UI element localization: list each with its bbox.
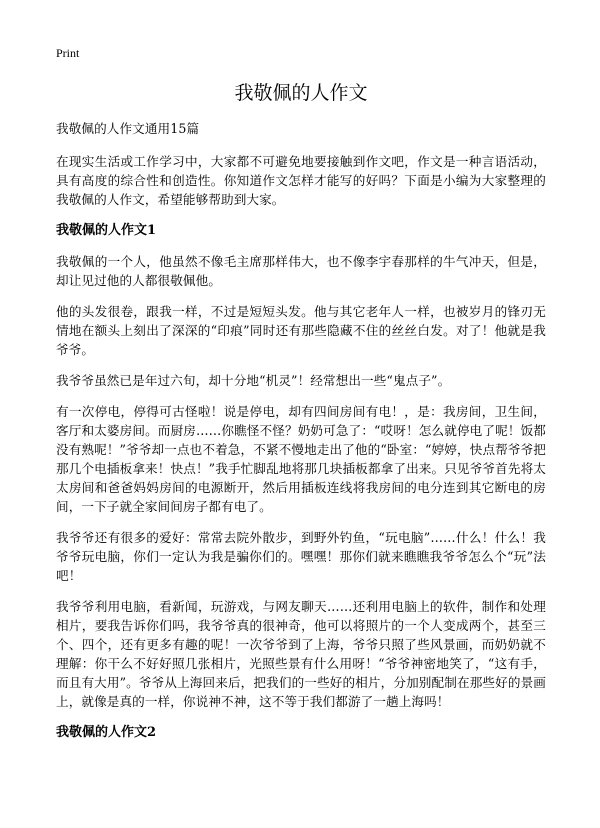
article-subtitle: 我敬佩的人作文通用15篇 (56, 121, 200, 136)
section-1-paragraph-1: 我敬佩的一个人，他虽然不像毛主席那样伟大，也不像李宇春那样的牛气冲天，但是，却让见过他的人都很敬佩他。 (56, 254, 546, 288)
section-1-paragraph-5: 我爷爷还有很多的爱好：常常去院外散步，到野外钓鱼，“玩电脑”……什么！什么！我爷爷玩电脑，你们一定认为我是骗你们的。嘿嘿！那你们就来瞧瞧我爷爷怎么个“玩”法吧！ (56, 530, 546, 583)
section-1-paragraph-6: 我爷爷利用电脑，看新闻，玩游戏，与网友聊天……还利用电脑上的软件，制作和处理相片，要我告诉你们吗，我爷爷真的很神奇，他可以将照片的一个人变成两个，甚至三个、四个，还有更多有趣的呢！一次爷爷到了上海，爷爷只照了些风景画，而奶奶就不理解：你干么不好好照几张相片，光照些景有什么用呀！“爷爷神密地笑了，“这有手，而且有大用”。爷爷从上海回来后，把我们的一些好的相片，分加别配制在那些好的景画上，就像是真的一样，你说神不神，这不等于我们都游了一趟上海吗！ (56, 599, 546, 709)
intro-paragraph: 在现实生活或工作学习中，大家都不可避免地要接触到作文吧，作文是一种言语活动，具有高度的综合性和创造性。你知道作文怎样才能写的好吗？下面是小编为大家整理的我敬佩的人作文，希望能够帮助到大家。 (56, 154, 546, 207)
article-body (56, 119, 546, 754)
section-heading-2: 我敬佩的人作文2 (56, 725, 157, 740)
print-link[interactable]: Print (56, 46, 80, 60)
page-title: 我敬佩的人作文 (234, 82, 368, 104)
section-1-paragraph-4: 有一次停电，停得可古怪啦！说是停电，却有四间房间有电！，是：我房间，卫生间，客厅和太婆房间。而厨房……你瞧怪不怪？奶奶可急了：“哎呀！怎么就停电了呢！饭都没有熟呢！”爷爷却一点也不着急，不紧不慢地走出了他的“卧室：“婷婷，快点帮爷爷把那几个电插板拿来！快点！”我手忙脚乱地将那几块插板都拿了出来。只见爷爷首先将太太房间和爸爸妈妈房间的电源断开，然后用插板连线将我房间的电分连到其它断电的房间，一下子就全家间间房子都有电了。 (56, 404, 546, 514)
section-1-paragraph-2: 他的头发很卷，跟我一样，不过是短短头发。他与其它老年人一样，也被岁月的锋刃无情地在额头上刻出了深深的“印痕”同时还有那些隐藏不住的丝丝白发。对了！他就是我爷爷。 (56, 304, 546, 357)
section-1-paragraph-3: 我爷爷虽然已是年过六旬，却十分地“机灵”！经常想出一些“鬼点子”。 (56, 373, 451, 388)
section-heading-1: 我敬佩的人作文1 (56, 223, 157, 238)
